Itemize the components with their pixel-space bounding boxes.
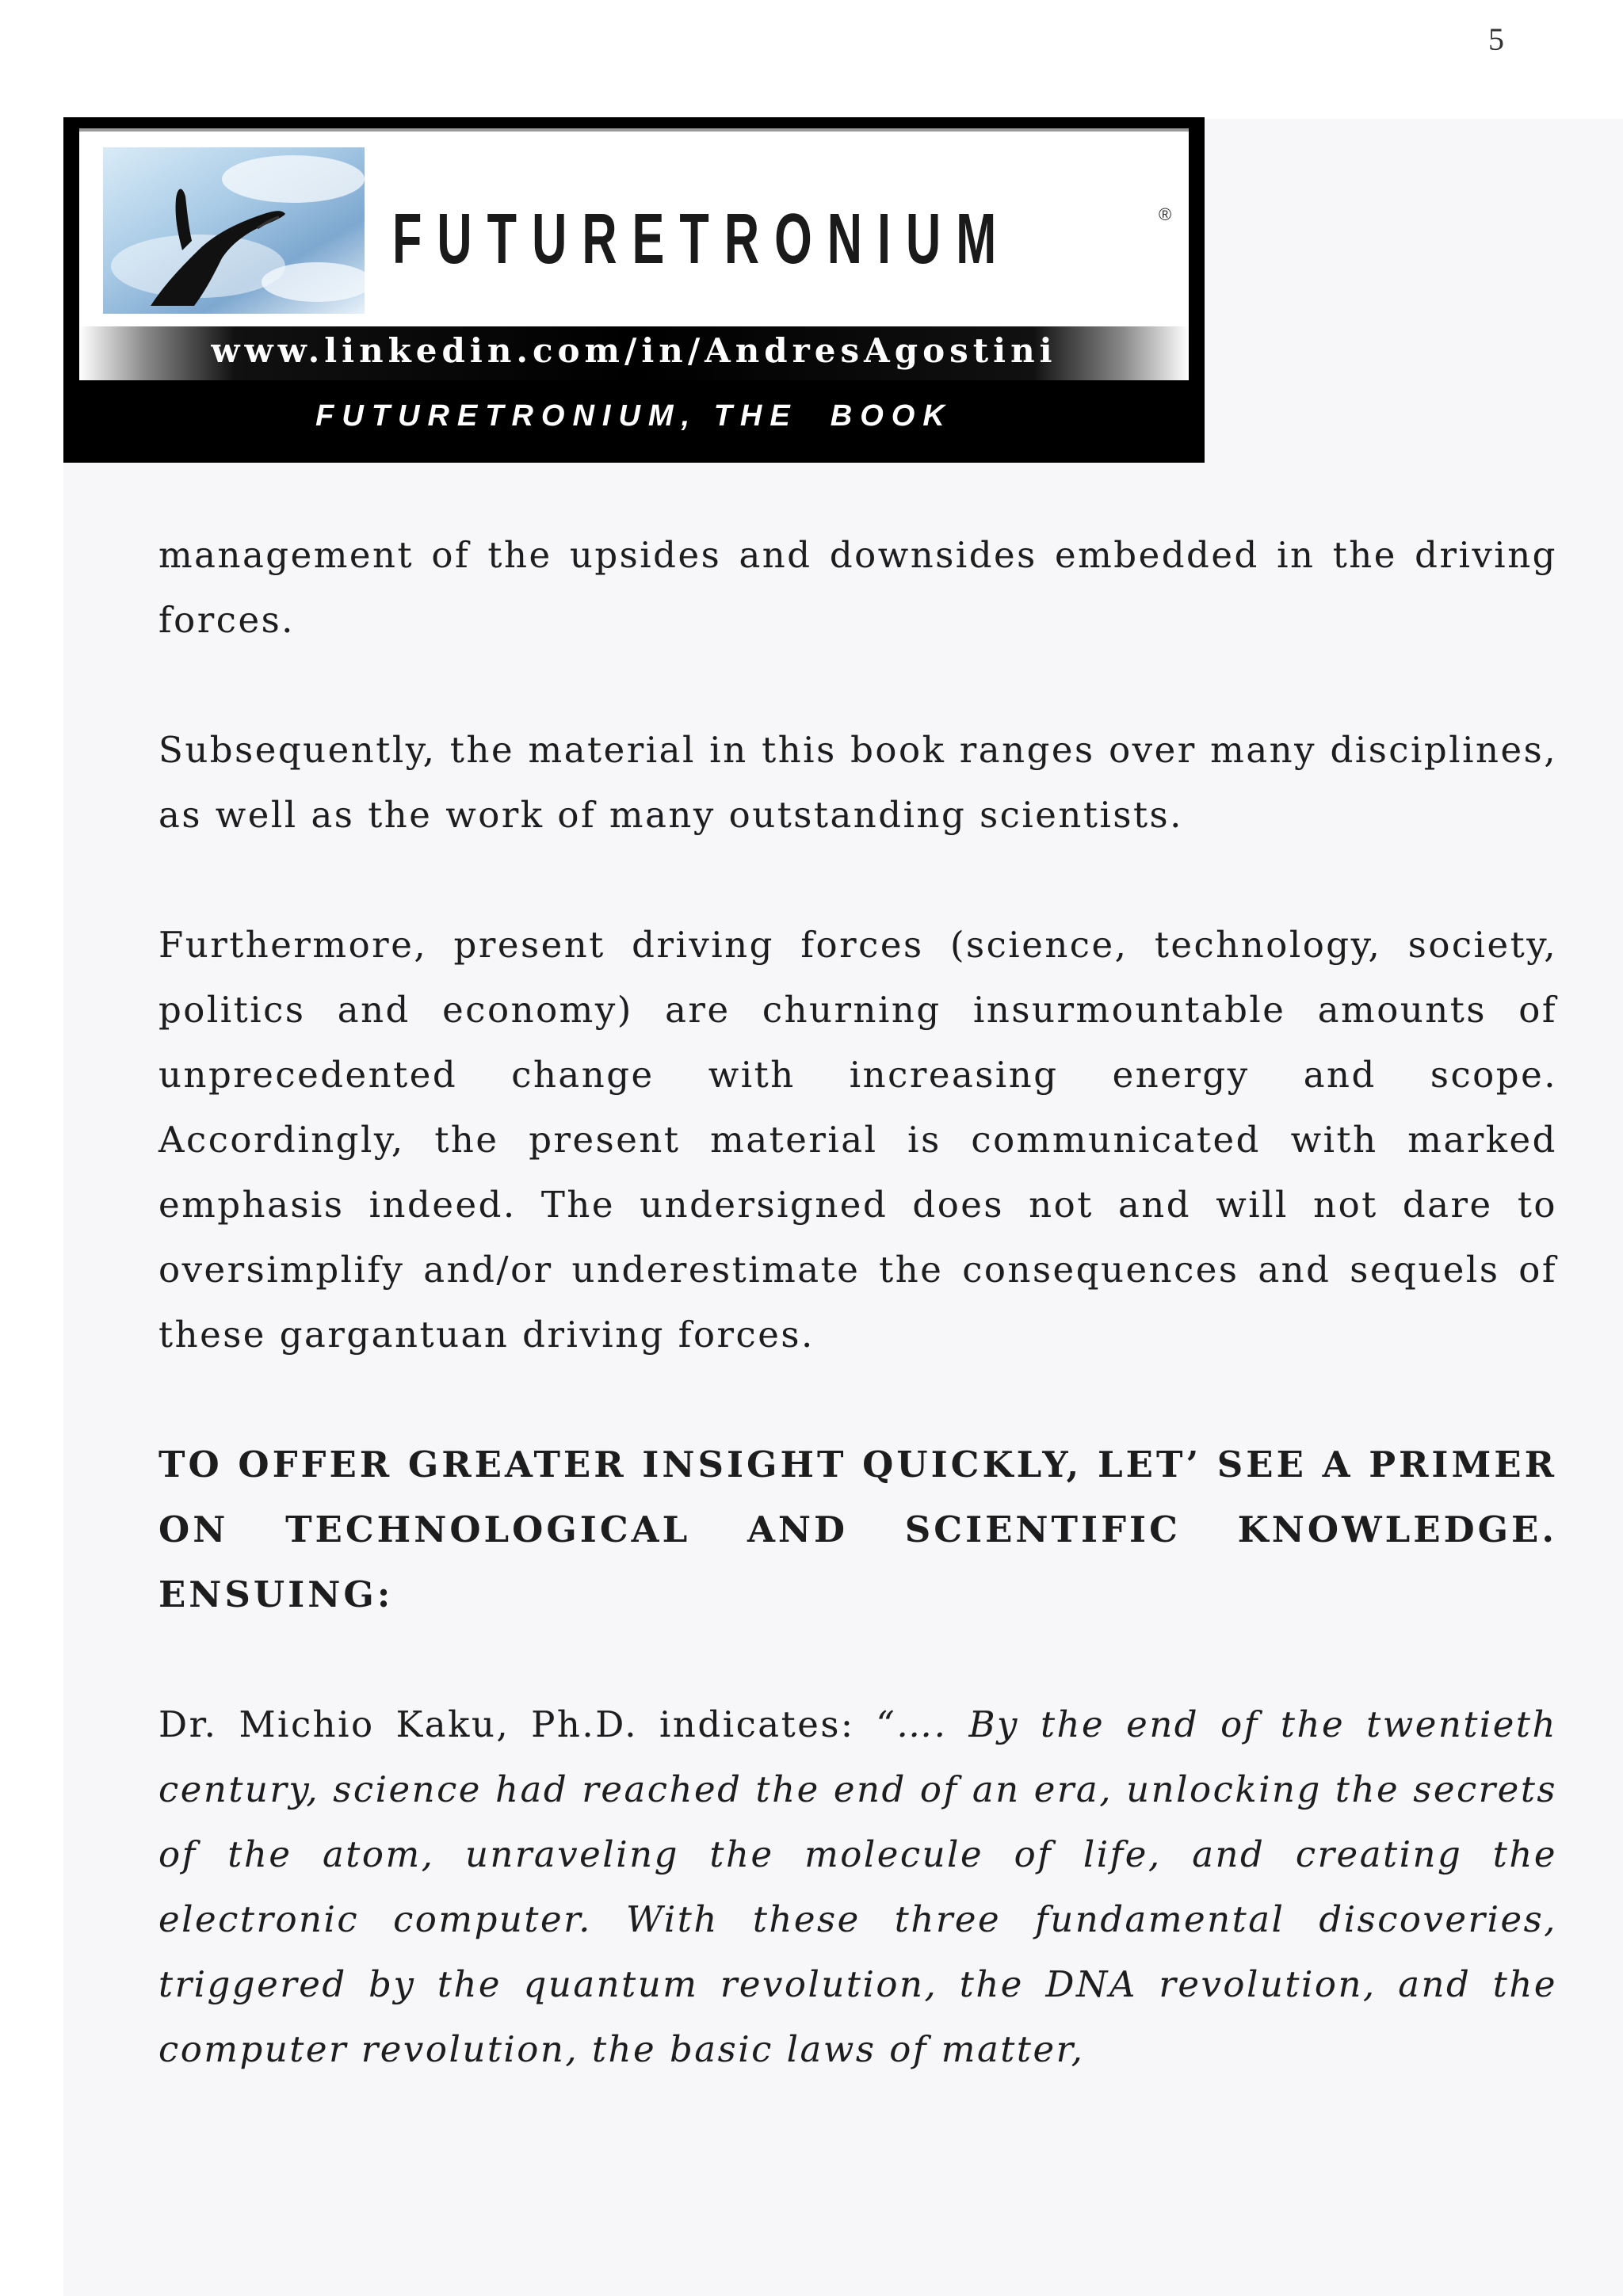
futuretronium-banner [63,117,1205,463]
quote-text: “…. By the end of the twentieth century, science had reached the end of an era, unlocking the secrets of the atom, unraveling the molecule of life, and creating the electronic computer. With these three fundamental discoveries, triggered by the quantum revolution, the DNA revolution, and the computer revolution, the basic laws of matter, [158,1703,1558,2070]
quote-intro: Dr. Michio Kaku, Ph.D. indicates: [158,1703,876,1745]
paragraph-3: Furthermore, present driving forces (science, technology, society, politics and economy) are churning insurmountable amounts of unprecedented change with increasing energy and scope. Accordingly, the present material is communicated with marked emphasis indeed. The undersigned does not and will not dare to oversimplify and/or underestimate the consequences and sequels of these gargantuan driving forces. [158,924,1557,1356]
section-heading: TO OFFER GREATER INSIGHT QUICKLY, LET’ SEE A PRIMER ON TECHNOLOGICAL AND SCIENTIFIC KNOWLEDGE. ENSUING: [158,1444,1557,1615]
reaching-hand-image [103,147,365,314]
hand-silhouette-icon [103,147,365,314]
banner-url-bar [79,326,1189,380]
registered-mark: ® [1159,204,1172,224]
paragraph-1: management of the upsides and downsides embedded in the driving forces. [158,534,1557,641]
paragraph-2: Subsequently, the material in this book ranges over many disciplines, as well as the work of many outstanding scientists. [158,729,1557,836]
page-number: 5 [1488,21,1504,57]
banner-url: www.linkedin.com/in/AndresAgostini [211,331,1057,370]
page-body [158,523,1557,2147]
paragraph-kaku-quote [158,1692,1557,2082]
banner-title: FUTURETRONIUM [392,200,1012,279]
banner-subtitle: FUTURETRONIUM, THE BOOK [315,399,953,433]
banner-inner-panel [79,128,1189,377]
